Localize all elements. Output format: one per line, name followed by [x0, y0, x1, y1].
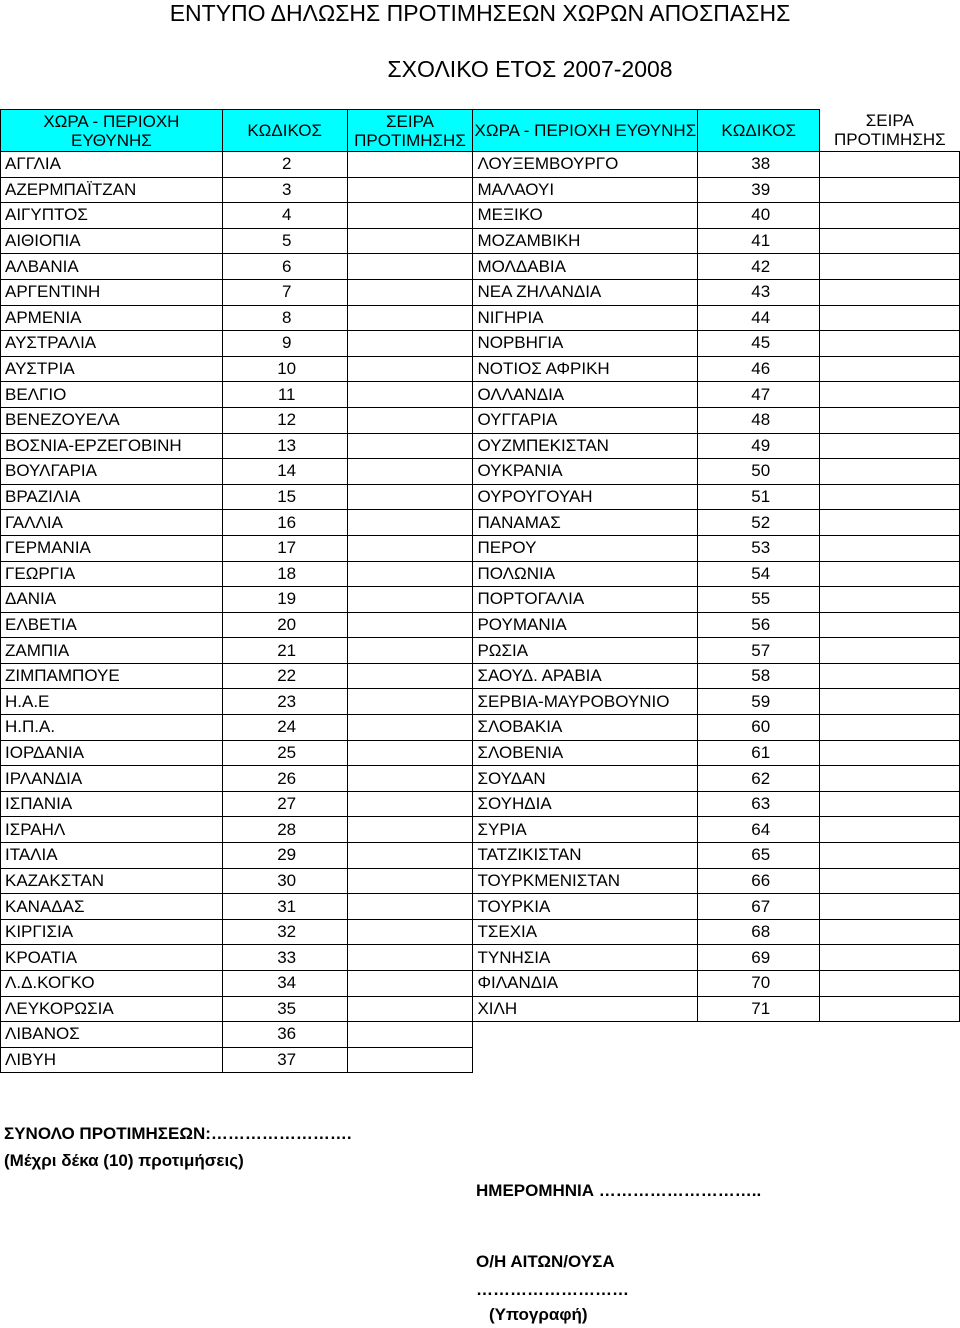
applicant-label: Ο/Η ΑΙΤΩΝ/ΟΥΣΑ	[476, 1252, 615, 1271]
table-row	[1, 791, 960, 817]
country-name-cell: ΕΛΒΕΤΙΑ	[1, 612, 223, 638]
country-name-cell: ΝΟΡΒΗΓΙΑ	[473, 331, 698, 357]
preference-order-cell[interactable]	[347, 638, 473, 664]
table-row	[1, 638, 960, 664]
country-code-cell: 38	[698, 152, 820, 178]
country-code-cell: 68	[698, 919, 820, 945]
preference-order-cell[interactable]	[347, 228, 473, 254]
preference-order-cell[interactable]	[820, 766, 960, 792]
country-code-cell: 28	[222, 817, 347, 843]
country-code-cell: 3	[222, 177, 347, 203]
preference-order-cell[interactable]	[347, 817, 473, 843]
country-code-cell: 24	[222, 715, 347, 741]
preference-order-cell[interactable]	[820, 484, 960, 510]
country-name-cell: ΝΙΓΗΡΙΑ	[473, 305, 698, 331]
country-code-cell: 66	[698, 868, 820, 894]
country-code-cell: 13	[222, 433, 347, 459]
country-code-cell: 49	[698, 433, 820, 459]
country-name-cell: ΠΑΝΑΜΑΣ	[473, 510, 698, 536]
country-code-cell: 20	[222, 612, 347, 638]
country-code-cell: 56	[698, 612, 820, 638]
preference-order-cell[interactable]	[820, 817, 960, 843]
preference-order-cell[interactable]	[347, 766, 473, 792]
preference-order-cell[interactable]	[820, 561, 960, 587]
preference-order-cell[interactable]	[347, 152, 473, 178]
preference-order-cell[interactable]	[820, 612, 960, 638]
preference-order-cell[interactable]	[347, 356, 473, 382]
country-name-cell: ΚΑΝΑΔΑΣ	[1, 894, 223, 920]
preference-order-cell[interactable]	[347, 484, 473, 510]
country-code-cell: 57	[698, 638, 820, 664]
country-name-cell: ΜΟΛΔΑΒΙΑ	[473, 254, 698, 280]
total-preferences-label: ΣΥΝΟΛΟ ΠΡΟΤΙΜΗΣΕΩΝ:…………………….	[4, 1124, 352, 1143]
country-code-cell: 53	[698, 535, 820, 561]
preference-order-cell[interactable]	[820, 331, 960, 357]
preference-order-cell[interactable]	[347, 868, 473, 894]
preference-order-cell[interactable]	[820, 203, 960, 229]
preference-order-cell[interactable]	[347, 561, 473, 587]
country-code-cell: 39	[698, 177, 820, 203]
table-row	[1, 203, 960, 229]
country-code-cell: 11	[222, 382, 347, 408]
country-code-cell: 48	[698, 407, 820, 433]
table-row	[1, 945, 960, 971]
table-row	[1, 484, 960, 510]
preference-order-cell[interactable]	[347, 689, 473, 715]
country-code-cell: 69	[698, 945, 820, 971]
table-row	[1, 996, 960, 1022]
preference-order-cell[interactable]	[820, 177, 960, 203]
header-country-left: ΧΩΡΑ - ΠΕΡΙΟΧΗ ΕΥΘΥΝΗΣ	[1, 110, 223, 152]
table-row	[1, 689, 960, 715]
country-name-cell: ΓΕΩΡΓΙΑ	[1, 561, 223, 587]
preference-order-cell[interactable]	[347, 740, 473, 766]
country-name-cell: ΜΕΞΙΚΟ	[473, 203, 698, 229]
country-name-cell: ΒΡΑΖΙΛΙΑ	[1, 484, 223, 510]
preference-order-cell[interactable]	[820, 279, 960, 305]
country-name-cell: ΡΩΣΙΑ	[473, 638, 698, 664]
preference-order-cell[interactable]	[820, 254, 960, 280]
country-code-cell: 26	[222, 766, 347, 792]
table-row	[1, 407, 960, 433]
country-name-cell: ΙΤΑΛΙΑ	[1, 843, 223, 869]
country-name-cell: ΣΥΡΙΑ	[473, 817, 698, 843]
table-row	[1, 279, 960, 305]
table-row	[1, 177, 960, 203]
preference-order-cell[interactable]	[347, 791, 473, 817]
country-name-cell: ΙΟΡΔΑΝΙΑ	[1, 740, 223, 766]
preference-order-cell[interactable]	[347, 996, 473, 1022]
country-code-cell: 19	[222, 587, 347, 613]
preference-order-cell[interactable]	[347, 459, 473, 485]
preference-order-cell[interactable]	[347, 279, 473, 305]
country-name-cell: ΧΙΛΗ	[473, 996, 698, 1022]
preference-order-cell[interactable]	[820, 638, 960, 664]
country-code-cell: 44	[698, 305, 820, 331]
country-code-cell: 42	[698, 254, 820, 280]
country-code-cell: 46	[698, 356, 820, 382]
preference-order-cell[interactable]	[820, 433, 960, 459]
country-code-cell: 62	[698, 766, 820, 792]
country-name-cell: ΤΟΥΡΚΜΕΝΙΣΤΑΝ	[473, 868, 698, 894]
table-row	[1, 715, 960, 741]
header-order-left: ΣΕΙΡΑ ΠΡΟΤΙΜΗΣΗΣ	[347, 110, 473, 152]
preference-order-cell[interactable]	[347, 587, 473, 613]
country-name-cell: ΑΥΣΤΡΙΑ	[1, 356, 223, 382]
country-name-cell: ΣΑΟΥΔ. ΑΡΑΒΙΑ	[473, 663, 698, 689]
country-name-cell: ΟΛΛΑΝΔΙΑ	[473, 382, 698, 408]
preference-order-cell[interactable]	[820, 843, 960, 869]
country-name-cell: ΣΟΥΗΔΙΑ	[473, 791, 698, 817]
preference-order-cell[interactable]	[347, 177, 473, 203]
header-country-right: ΧΩΡΑ - ΠΕΡΙΟΧΗ ΕΥΘΥΝΗΣ	[473, 110, 698, 152]
signature-label: (Υπογραφή)	[489, 1305, 588, 1324]
country-name-cell: ΖΑΜΠΙΑ	[1, 638, 223, 664]
country-name-cell: ΛΙΒΑΝΟΣ	[1, 1022, 223, 1048]
country-code-cell: 29	[222, 843, 347, 869]
empty-cell	[473, 1022, 698, 1048]
country-name-cell: ΜΑΛΑΟΥΙ	[473, 177, 698, 203]
country-name-cell: ΓΑΛΛΙΑ	[1, 510, 223, 536]
preferences-limit-note: (Μέχρι δέκα (10) προτιμήσεις)	[4, 1151, 244, 1170]
preference-order-cell[interactable]	[820, 407, 960, 433]
table-row	[1, 356, 960, 382]
preference-order-cell[interactable]	[347, 663, 473, 689]
country-code-cell: 41	[698, 228, 820, 254]
country-name-cell: ΑΡΜΕΝΙΑ	[1, 305, 223, 331]
table-header-row	[1, 110, 960, 152]
preference-order-cell[interactable]	[347, 203, 473, 229]
preference-order-cell[interactable]	[820, 305, 960, 331]
country-code-cell: 30	[222, 868, 347, 894]
country-code-cell: 71	[698, 996, 820, 1022]
country-code-cell: 40	[698, 203, 820, 229]
country-name-cell: ΙΡΛΑΝΔΙΑ	[1, 766, 223, 792]
country-code-cell: 27	[222, 791, 347, 817]
country-name-cell: ΠΕΡΟΥ	[473, 535, 698, 561]
country-code-cell: 47	[698, 382, 820, 408]
country-name-cell: ΓΕΡΜΑΝΙΑ	[1, 535, 223, 561]
preference-order-cell[interactable]	[347, 1022, 473, 1048]
preference-order-cell[interactable]	[347, 305, 473, 331]
preference-order-cell[interactable]	[820, 791, 960, 817]
preference-order-cell[interactable]	[820, 382, 960, 408]
form-title: ΕΝΤΥΠΟ ΔΗΛΩΣΗΣ ΠΡΟΤΙΜΗΣΕΩΝ ΧΩΡΩΝ ΑΠΟΣΠΑΣΗΣ	[169, 0, 791, 26]
country-code-cell: 64	[698, 817, 820, 843]
country-code-cell: 63	[698, 791, 820, 817]
country-name-cell: ΙΣΡΑΗΛ	[1, 817, 223, 843]
country-code-cell: 59	[698, 689, 820, 715]
signature-line: ………………………	[476, 1280, 629, 1299]
table-row	[1, 1022, 960, 1048]
country-name-cell: ΒΟΥΛΓΑΡΙΑ	[1, 459, 223, 485]
preference-order-cell[interactable]	[820, 715, 960, 741]
country-name-cell: ΛΟΥΞΕΜΒΟΥΡΓΟ	[473, 152, 698, 178]
country-code-cell: 31	[222, 894, 347, 920]
preference-order-cell[interactable]	[820, 919, 960, 945]
preference-order-cell[interactable]	[820, 587, 960, 613]
date-label: ΗΜΕΡΟΜΗΝΙΑ ………………………..	[476, 1181, 762, 1200]
preference-order-cell[interactable]	[820, 945, 960, 971]
preference-order-cell[interactable]	[347, 919, 473, 945]
country-code-cell: 32	[222, 919, 347, 945]
country-code-cell: 18	[222, 561, 347, 587]
table-row	[1, 152, 960, 178]
table-row	[1, 305, 960, 331]
empty-cell	[698, 1022, 820, 1048]
country-code-cell: 14	[222, 459, 347, 485]
country-name-cell: Λ.Δ.ΚΟΓΚΟ	[1, 971, 223, 997]
preference-order-cell[interactable]	[347, 535, 473, 561]
country-code-cell: 12	[222, 407, 347, 433]
country-code-cell: 65	[698, 843, 820, 869]
country-name-cell: ΟΥΖΜΠΕΚΙΣΤΑΝ	[473, 433, 698, 459]
table-row	[1, 459, 960, 485]
country-name-cell: ΒΕΝΕΖΟΥΕΛΑ	[1, 407, 223, 433]
empty-cell	[820, 1022, 960, 1048]
country-code-cell: 61	[698, 740, 820, 766]
table-row	[1, 971, 960, 997]
header-order-right: ΣΕΙΡΑ ΠΡΟΤΙΜΗΣΗΣ	[820, 110, 960, 152]
preference-order-cell[interactable]	[820, 663, 960, 689]
header-code-right: ΚΩΔΙΚΟΣ	[698, 110, 820, 152]
country-name-cell: ΑΡΓΕΝΤΙΝΗ	[1, 279, 223, 305]
preference-order-cell[interactable]	[820, 689, 960, 715]
country-name-cell: ΚΡΟΑΤΙΑ	[1, 945, 223, 971]
country-code-cell: 9	[222, 331, 347, 357]
school-year-subtitle: ΣΧΟΛΙΚΟ ΕΤΟΣ 2007-2008	[387, 56, 673, 82]
country-code-cell: 16	[222, 510, 347, 536]
country-name-cell: ΤΥΝΗΣΙΑ	[473, 945, 698, 971]
country-code-cell: 17	[222, 535, 347, 561]
table-row	[1, 535, 960, 561]
country-code-cell: 6	[222, 254, 347, 280]
country-name-cell: ΣΛΟΒΕΝΙΑ	[473, 740, 698, 766]
country-name-cell: ΑΛΒΑΝΙΑ	[1, 254, 223, 280]
country-code-cell: 2	[222, 152, 347, 178]
preference-order-cell[interactable]	[347, 407, 473, 433]
country-name-cell: ΦΙΛΑΝΔΙΑ	[473, 971, 698, 997]
country-name-cell: ΠΟΛΩΝΙΑ	[473, 561, 698, 587]
preference-order-cell[interactable]	[820, 459, 960, 485]
country-code-cell: 58	[698, 663, 820, 689]
preference-order-cell[interactable]	[347, 1047, 473, 1073]
preference-order-cell[interactable]	[820, 228, 960, 254]
country-name-cell: ΡΟΥΜΑΝΙΑ	[473, 612, 698, 638]
country-code-cell: 7	[222, 279, 347, 305]
table-row	[1, 766, 960, 792]
country-name-cell: ΝΟΤΙΟΣ ΑΦΡΙΚΗ	[473, 356, 698, 382]
country-code-cell: 4	[222, 203, 347, 229]
country-code-cell: 50	[698, 459, 820, 485]
country-code-cell: 43	[698, 279, 820, 305]
country-name-cell: ΒΟΣΝΙΑ-ΕΡΖΕΓΟΒΙΝΗ	[1, 433, 223, 459]
country-name-cell: Η.Π.Α.	[1, 715, 223, 741]
preference-order-cell[interactable]	[820, 996, 960, 1022]
country-code-cell: 51	[698, 484, 820, 510]
table-row	[1, 817, 960, 843]
preference-order-cell[interactable]	[347, 433, 473, 459]
country-name-cell: ΖΙΜΠΑΜΠΟΥΕ	[1, 663, 223, 689]
country-code-cell: 52	[698, 510, 820, 536]
country-code-cell: 45	[698, 331, 820, 357]
country-code-cell: 60	[698, 715, 820, 741]
empty-cell	[820, 1047, 960, 1073]
country-code-cell: 33	[222, 945, 347, 971]
country-name-cell: ΝΕΑ ΖΗΛΑΝΔΙΑ	[473, 279, 698, 305]
table-row	[1, 382, 960, 408]
preference-order-cell[interactable]	[820, 152, 960, 178]
preference-order-cell[interactable]	[820, 894, 960, 920]
country-code-cell: 70	[698, 971, 820, 997]
country-name-cell: Η.Α.Ε	[1, 689, 223, 715]
table-row	[1, 228, 960, 254]
country-code-cell: 22	[222, 663, 347, 689]
country-name-cell: ΛΙΒΥΗ	[1, 1047, 223, 1073]
preference-order-cell[interactable]	[820, 971, 960, 997]
country-code-cell: 34	[222, 971, 347, 997]
country-code-cell: 8	[222, 305, 347, 331]
country-name-cell: ΤΑΤΖΙΚΙΣΤΑΝ	[473, 843, 698, 869]
preference-order-cell[interactable]	[347, 254, 473, 280]
table-row	[1, 1047, 960, 1073]
preference-order-cell[interactable]	[347, 715, 473, 741]
empty-cell	[698, 1047, 820, 1073]
country-name-cell: ΚΑΖΑΚΣΤΑΝ	[1, 868, 223, 894]
preference-order-cell[interactable]	[347, 843, 473, 869]
country-code-cell: 54	[698, 561, 820, 587]
preference-order-cell[interactable]	[347, 971, 473, 997]
table-row	[1, 843, 960, 869]
country-name-cell: ΑΓΓΛΙΑ	[1, 152, 223, 178]
preference-order-cell[interactable]	[347, 510, 473, 536]
table-row	[1, 919, 960, 945]
country-name-cell: ΟΥΓΓΑΡΙΑ	[473, 407, 698, 433]
country-name-cell: ΣΕΡΒΙΑ-ΜΑΥΡΟΒΟΥΝΙΟ	[473, 689, 698, 715]
empty-cell	[473, 1047, 698, 1073]
country-code-cell: 23	[222, 689, 347, 715]
table-row	[1, 612, 960, 638]
country-name-cell: ΟΥΚΡΑΝΙΑ	[473, 459, 698, 485]
country-code-cell: 67	[698, 894, 820, 920]
country-name-cell: ΣΛΟΒΑΚΙΑ	[473, 715, 698, 741]
country-code-cell: 37	[222, 1047, 347, 1073]
country-name-cell: ΜΟΖΑΜΒΙΚΗ	[473, 228, 698, 254]
table-row	[1, 868, 960, 894]
country-name-cell: ΚΙΡΓΙΣΙΑ	[1, 919, 223, 945]
preference-order-cell[interactable]	[820, 740, 960, 766]
table-row	[1, 740, 960, 766]
country-code-cell: 35	[222, 996, 347, 1022]
preference-order-cell[interactable]	[820, 356, 960, 382]
table-row	[1, 433, 960, 459]
country-name-cell: ΙΣΠΑΝΙΑ	[1, 791, 223, 817]
country-code-cell: 21	[222, 638, 347, 664]
preference-order-cell[interactable]	[347, 382, 473, 408]
country-name-cell: ΔΑΝΙΑ	[1, 587, 223, 613]
table-row	[1, 587, 960, 613]
country-code-cell: 25	[222, 740, 347, 766]
country-name-cell: ΣΟΥΔΑΝ	[473, 766, 698, 792]
preference-order-cell[interactable]	[820, 510, 960, 536]
country-code-cell: 55	[698, 587, 820, 613]
preference-order-cell[interactable]	[347, 894, 473, 920]
table-row	[1, 561, 960, 587]
preference-order-cell[interactable]	[820, 535, 960, 561]
country-name-cell: ΑΙΓΥΠΤΟΣ	[1, 203, 223, 229]
preference-order-cell[interactable]	[347, 612, 473, 638]
country-code-cell: 15	[222, 484, 347, 510]
country-name-cell: ΑΙΘΙΟΠΙΑ	[1, 228, 223, 254]
preference-order-cell[interactable]	[347, 945, 473, 971]
countries-table	[0, 109, 960, 1073]
country-name-cell: ΠΟΡΤΟΓΑΛΙΑ	[473, 587, 698, 613]
country-name-cell: ΟΥΡΟΥΓΟΥΑΗ	[473, 484, 698, 510]
country-name-cell: ΤΟΥΡΚΙΑ	[473, 894, 698, 920]
country-code-cell: 10	[222, 356, 347, 382]
country-name-cell: ΒΕΛΓΙΟ	[1, 382, 223, 408]
country-code-cell: 36	[222, 1022, 347, 1048]
country-name-cell: ΛΕΥΚΟΡΩΣΙΑ	[1, 996, 223, 1022]
country-name-cell: ΑΥΣΤΡΑΛΙΑ	[1, 331, 223, 357]
preference-order-cell[interactable]	[820, 868, 960, 894]
country-name-cell: ΤΣΕΧΙΑ	[473, 919, 698, 945]
table-row	[1, 894, 960, 920]
table-row	[1, 254, 960, 280]
country-name-cell: ΑΖΕΡΜΠΑΪΤΖΑΝ	[1, 177, 223, 203]
header-code-left: ΚΩΔΙΚΟΣ	[222, 110, 347, 152]
preference-order-cell[interactable]	[347, 331, 473, 357]
table-row	[1, 663, 960, 689]
table-row	[1, 510, 960, 536]
table-row	[1, 331, 960, 357]
country-code-cell: 5	[222, 228, 347, 254]
